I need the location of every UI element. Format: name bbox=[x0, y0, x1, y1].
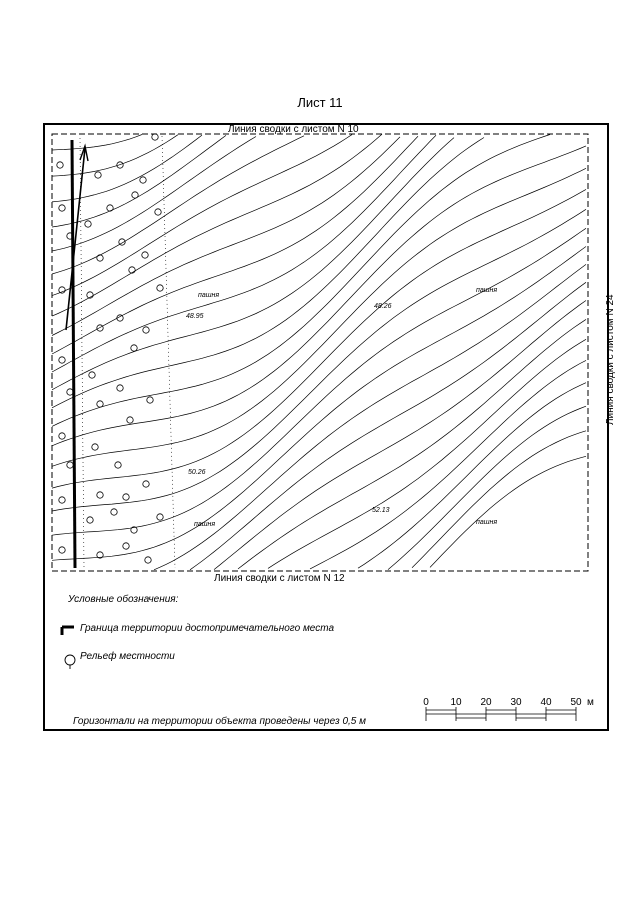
field-label-2: пашня bbox=[476, 287, 498, 294]
contour-line bbox=[52, 138, 454, 390]
legend-item-boundary: Граница территории достопримечательного места bbox=[80, 623, 335, 634]
relief-marker bbox=[152, 134, 158, 140]
contour-line bbox=[52, 135, 436, 372]
relief-marker bbox=[67, 462, 73, 468]
relief-marker bbox=[157, 285, 163, 291]
relief-marker bbox=[111, 509, 117, 515]
contour-line bbox=[52, 146, 586, 446]
relief-marker bbox=[92, 444, 98, 450]
relief-marker bbox=[129, 267, 135, 273]
field-label-3: пашня bbox=[194, 521, 216, 528]
contour-line bbox=[430, 456, 586, 567]
scale-tick-10: 10 bbox=[450, 697, 462, 708]
relief-marker bbox=[57, 162, 63, 168]
relief-marker bbox=[132, 192, 138, 198]
relief-marker bbox=[87, 517, 93, 523]
elevation-label-4: 52.13 bbox=[372, 507, 390, 514]
relief-marker bbox=[59, 433, 65, 439]
scale-tick-0: 0 bbox=[423, 697, 429, 708]
contour-line bbox=[358, 383, 586, 569]
relief-marker bbox=[107, 205, 113, 211]
relief-marker bbox=[143, 481, 149, 487]
contour-line bbox=[412, 431, 586, 568]
edge-label-bottom: Линия сводки с листом N 12 bbox=[214, 573, 345, 584]
field-label-4: пашня bbox=[476, 519, 498, 526]
relief-marker bbox=[59, 205, 65, 211]
relief-marker bbox=[85, 221, 91, 227]
contour-line bbox=[52, 135, 550, 427]
contour-line bbox=[52, 135, 352, 296]
scale-bar bbox=[426, 707, 576, 721]
relief-marker bbox=[123, 543, 129, 549]
relief-marker bbox=[97, 325, 103, 331]
relief-marker bbox=[117, 162, 123, 168]
dotted-line-1 bbox=[80, 138, 84, 568]
legend-title: Условные обозначения: bbox=[68, 594, 179, 605]
relief-marker bbox=[117, 385, 123, 391]
contour-line bbox=[52, 135, 142, 151]
relief-marker bbox=[127, 417, 133, 423]
scale-unit: м bbox=[587, 697, 594, 708]
contour-line bbox=[52, 137, 400, 336]
contour-interval-note: Горизонтали на территории объекта проведены через 0,5 м bbox=[73, 716, 367, 727]
relief-marker bbox=[115, 462, 121, 468]
relief-marker bbox=[140, 177, 146, 183]
relief-marker bbox=[157, 514, 163, 520]
relief-marker bbox=[155, 209, 161, 215]
relief-marker bbox=[147, 397, 153, 403]
contour-line bbox=[214, 301, 586, 570]
elevation-label-3: 50.26 bbox=[188, 469, 206, 476]
contour-line bbox=[154, 264, 586, 569]
relief-marker bbox=[97, 255, 103, 261]
contour-line bbox=[238, 319, 586, 569]
scale-tick-50: 50 bbox=[570, 697, 582, 708]
relief-marker bbox=[67, 389, 73, 395]
elevation-label-2: 48.26 bbox=[374, 303, 392, 310]
legend-item-relief: Рельеф местности bbox=[80, 651, 175, 662]
relief-marker bbox=[59, 497, 65, 503]
relief-marker bbox=[59, 357, 65, 363]
contour-line bbox=[310, 360, 586, 569]
scale-tick-40: 40 bbox=[540, 697, 552, 708]
relief-marker bbox=[131, 345, 137, 351]
contour-lines bbox=[52, 134, 586, 570]
field-label-1: пашня bbox=[198, 292, 220, 299]
contour-line bbox=[52, 168, 586, 466]
edge-label-top: Линия сводки с листом N 10 bbox=[228, 124, 359, 135]
contour-line bbox=[52, 228, 586, 535]
relief-marker bbox=[95, 172, 101, 178]
elevation-label-1: 48.95 bbox=[186, 313, 204, 320]
scale-tick-30: 30 bbox=[510, 697, 522, 708]
relief-marker bbox=[142, 252, 148, 258]
boundary-line-icon bbox=[62, 627, 74, 635]
relief-marker bbox=[145, 557, 151, 563]
scale-tick-20: 20 bbox=[480, 697, 492, 708]
sheet-title: Лист 11 bbox=[297, 95, 343, 110]
relief-marker bbox=[123, 494, 129, 500]
dotted-line-2 bbox=[162, 136, 175, 568]
relief-marker bbox=[59, 547, 65, 553]
contour-line bbox=[52, 138, 484, 408]
relief-circle-icon bbox=[65, 655, 75, 669]
relief-marker bbox=[97, 492, 103, 498]
relief-marker bbox=[89, 372, 95, 378]
contour-line bbox=[388, 406, 586, 569]
contour-line bbox=[190, 282, 586, 570]
contour-line bbox=[52, 135, 202, 202]
relief-marker bbox=[143, 327, 149, 333]
relief-marker bbox=[97, 401, 103, 407]
edge-label-right: Линия сводки с листом N 24 bbox=[605, 294, 616, 425]
contour-line bbox=[52, 136, 304, 274]
